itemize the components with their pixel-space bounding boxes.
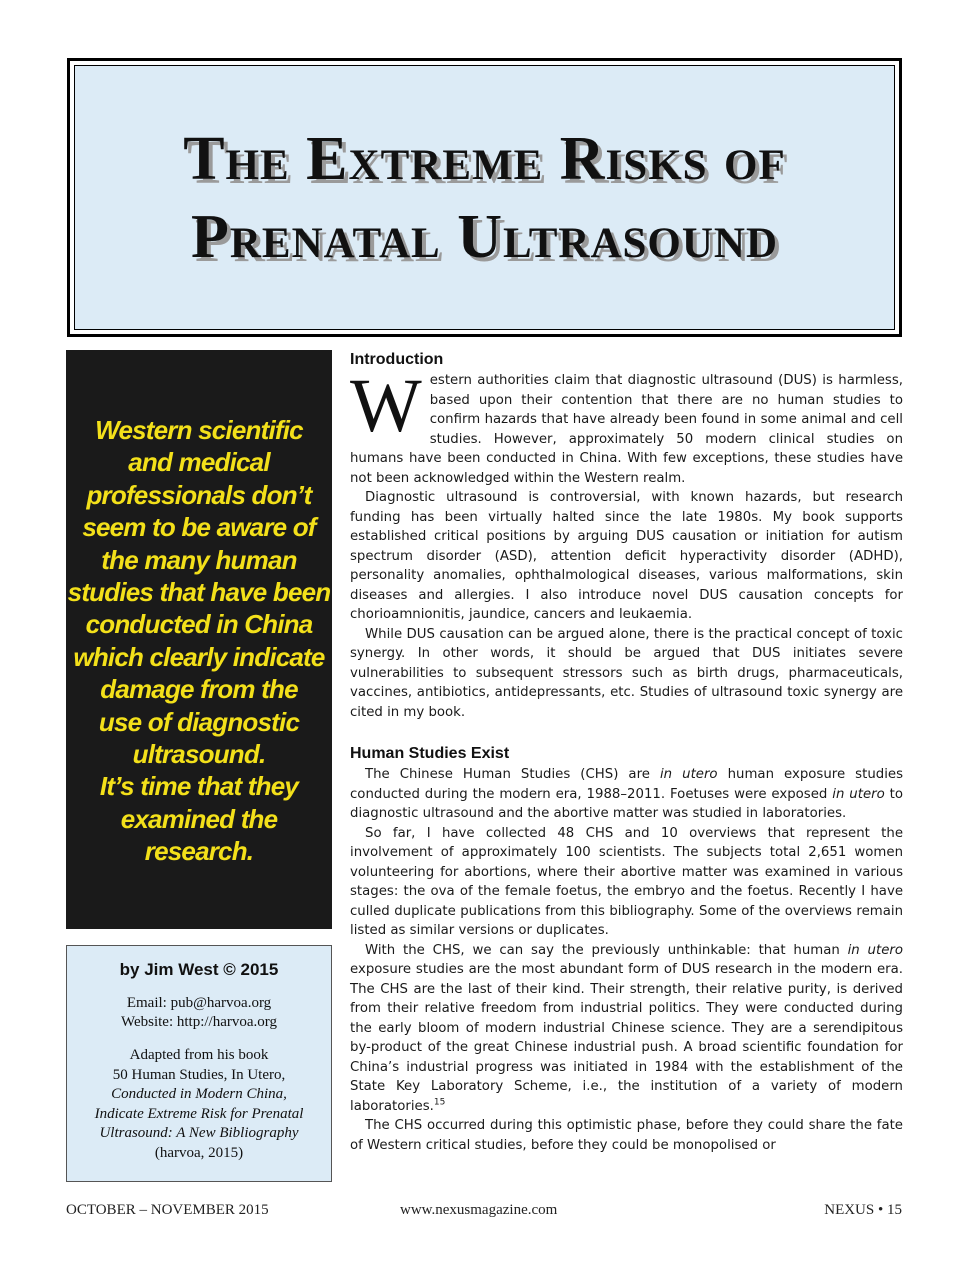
pull-quote-line: seem to be aware of — [82, 512, 316, 543]
intro-paragraph-text: estern authorities claim that diagnostic ultrasound (DUS) is harmless, based upon their contention that there are no human studies to confirm hazards that have already been found in some animal and cell studies. However, approximately 50 modern clinical studies on humans have been conducted in China. With few exceptions, these studies have not been acknowledged within the Western realm. — [350, 373, 903, 486]
drop-cap: W — [350, 364, 422, 448]
pull-quote-line: studies that have been — [67, 577, 331, 608]
pull-quote-line: and medical — [128, 447, 270, 478]
text-run: to diagnostic ultrasound and the abortive matter was studied in laboratories. — [350, 786, 903, 821]
author-website[interactable]: Website: http://harvoa.org — [121, 1014, 277, 1030]
pull-quote-line: use of diagnostic — [98, 706, 300, 737]
pull-quote-line: damage from the — [100, 674, 298, 705]
footnote-ref[interactable]: 15 — [433, 1097, 446, 1108]
footer-date: OCTOBER – NOVEMBER 2015 — [66, 1202, 269, 1218]
author-box — [66, 945, 332, 1182]
text-run: The Chinese Human Studies (CHS) are — [365, 767, 660, 782]
italic-term: in utero — [832, 786, 885, 802]
pull-quote-line: examined the — [120, 803, 278, 834]
pull-quote-line: the many human — [101, 544, 297, 575]
paragraph: Diagnostic ultrasound is controversial, with known hazards, but research funding has been virtually halted since the late 1980s. My book supports established critical positions by arguing DUS causation or initiation for autism spectrum disorder (ASD), attention deficit hyperactivity disorder (ADHD), personality anomalies, ophthalmological diseases, various malformations, skin diseases and allergies. I also introduce novel DUS causation concepts for chorioamnionitis, jaundice, cancers and leukaemia. — [350, 490, 903, 622]
title-banner-inner — [74, 65, 895, 330]
section-heading-introduction: Introduction — [350, 351, 444, 368]
author-byline: by Jim West © 2015 — [119, 960, 279, 979]
pull-quote-line: which clearly indicate — [73, 641, 325, 672]
adapted-line: Ultrasound: A New Bibliography — [99, 1125, 299, 1141]
pull-quote-line: It’s time that they — [99, 771, 299, 802]
footer-page-number: NEXUS • 15 — [824, 1202, 902, 1218]
italic-term: in utero — [847, 942, 903, 958]
article-title-line-2: Prenatal Ultrasound — [190, 202, 779, 271]
pull-quote — [68, 414, 331, 868]
text-run: With the CHS, we can say the previously unthinkable: that human — [365, 942, 848, 958]
pull-quote-line: research. — [144, 836, 254, 867]
text-run: exposure studies are the most abundant form of DUS research in the modern era. The CHS are the last of their kind. Their strength, their relative purity, is derived from their relative freedom from industrial politics. They were conducted during the early bloom of modern industrial Chinese science. They are a serendipitous by-product of the great Chinese industrial push. A broad scientific foundation for China’s industrial progress was initiated in 1984 with the establishment of the State Key Laboratory Scheme, i.e., the institution of a variety of modern laboratories. — [350, 962, 903, 1114]
text-run: human exposure studies conducted during the modern era, 1988–2011. Foetuses were exposed — [350, 767, 903, 802]
adapted-line: (harvoa, 2015) — [154, 1144, 244, 1161]
adapted-line: Conducted in Modern China, — [111, 1086, 287, 1102]
paragraph: While DUS causation can be argued alone, there is the practical concept of toxic synergy. In other words, it should be argued that DUS initiates severe vulnerabilities to subsequent stressors such as birth drugs, pharmaceuticals, vaccines, antibiotics, antidepressants, etc. Studies of ultrasound toxic synergy are cited in my book. — [350, 626, 903, 720]
title-banner — [67, 58, 902, 337]
paragraph: The CHS occurred during this optimistic phase, before they could share the fate of Western critical studies, before they could be monopolised or — [350, 1118, 903, 1153]
pull-quote-line: professionals don’t — [86, 479, 312, 510]
pull-quote-line: conducted in China — [85, 609, 313, 640]
pull-quote-panel — [66, 350, 332, 929]
article-body — [350, 350, 903, 1155]
italic-term: in utero — [659, 767, 718, 782]
footer-website[interactable]: www.nexusmagazine.com — [400, 1202, 558, 1218]
adapted-line: Indicate Extreme Risk for Prenatal — [94, 1105, 304, 1122]
section-heading-human-studies: Human Studies Exist — [350, 745, 510, 762]
intro-paragraph — [350, 364, 903, 488]
adapted-line: 50 Human Studies, In Utero, — [112, 1066, 286, 1083]
adapted-line: Adapted from his book — [129, 1047, 269, 1063]
pull-quote-line: Western scientific — [95, 415, 303, 445]
paragraph — [350, 765, 903, 824]
pull-quote-line: ultrasound. — [132, 739, 266, 770]
author-email[interactable]: Email: pub@harvoa.org — [126, 995, 272, 1011]
paragraph — [350, 941, 903, 1117]
paragraph: So far, I have collected 48 CHS and 10 overviews that represent the involvement of approximately 100 scientists. The subjects total 2,651 women volunteering for abortions, where their abortive matter was examined in various stages: the ova of the female foetus, the embryo and the foetus. Recently I have culled duplicate publications from this bibliography. Some of the overviews remain listed as similar versions or duplicates. — [350, 825, 903, 938]
article-title-line-1: The Extreme Risks of — [183, 124, 786, 193]
adapted-from-note — [73, 1046, 325, 1163]
